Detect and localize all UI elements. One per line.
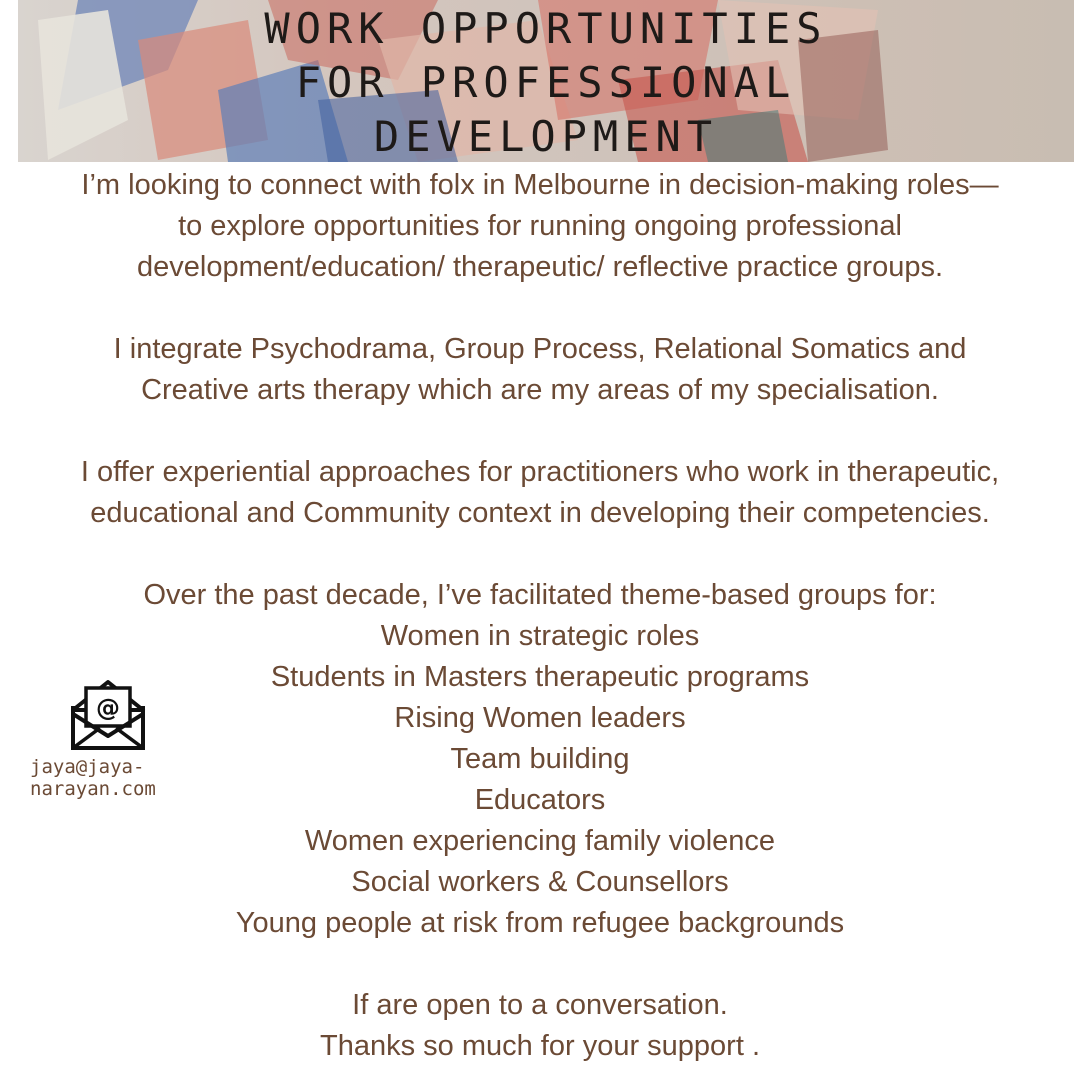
email-line-1: jaya@jaya- xyxy=(30,756,145,778)
email-line-2: narayan.com xyxy=(30,778,156,800)
closing-line-1: If are open to a conversation. xyxy=(352,989,728,1021)
intro-line-2: to explore opportunities for running ongoing professional xyxy=(178,210,902,242)
email-envelope-icon xyxy=(70,678,146,750)
group-item: Social workers & Counsellors xyxy=(351,866,729,898)
title-line-1: WORK OPPORTUNITIES xyxy=(264,4,828,53)
offer-line-2: educational and Community context in developing their competencies. xyxy=(90,497,990,529)
group-item: Women experiencing family violence xyxy=(304,825,776,857)
contact-block xyxy=(30,678,190,800)
title-line-3: DEVELOPMENT xyxy=(373,112,719,161)
group-item: Educators xyxy=(474,784,606,816)
group-item: Students in Masters therapeutic programs xyxy=(270,661,810,693)
group-item: Young people at risk from refugee backgrounds xyxy=(235,907,845,939)
title-line-2: FOR PROFESSIONAL xyxy=(295,58,797,107)
methods-line-1: I integrate Psychodrama, Group Process, Relational Somatics and xyxy=(113,333,967,365)
group-item: Team building xyxy=(450,743,630,775)
intro-line-3: development/education/ therapeutic/ reflective practice groups. xyxy=(136,251,944,283)
page-title xyxy=(18,2,1074,162)
group-item: Women in strategic roles xyxy=(380,620,700,652)
main-content xyxy=(0,165,1080,1067)
closing-line-2: Thanks so much for your support . xyxy=(319,1030,761,1062)
intro-line-1: I’m looking to connect with folx in Melbourne in decision-making roles— xyxy=(81,169,999,201)
methods-line-2: Creative arts therapy which are my areas of my specialisation. xyxy=(141,374,939,406)
group-item: Rising Women leaders xyxy=(394,702,686,734)
svg-text:@: @ xyxy=(96,694,120,722)
header-banner xyxy=(18,0,1074,162)
groups-heading: Over the past decade, I’ve facilitated theme-based groups for: xyxy=(143,579,937,611)
offer-line-1: I offer experiential approaches for practitioners who work in therapeutic, xyxy=(80,456,1000,488)
contact-email[interactable] xyxy=(30,756,190,800)
